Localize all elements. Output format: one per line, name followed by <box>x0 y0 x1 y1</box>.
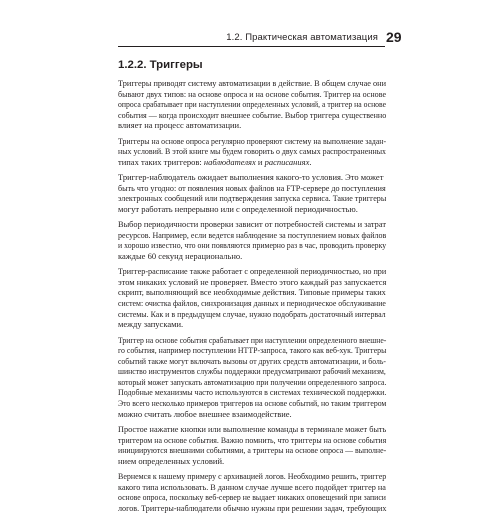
text-line: каждые 60 секунд нерационально. <box>118 250 243 261</box>
text-line: нием определенных условий. <box>118 455 225 466</box>
text-line: систем: очистка файлов, синхронизация данных и периодическое обслуживание <box>118 298 386 309</box>
text-line: Триггеры приводят систему автоматизации в действие. В общем случае они <box>118 78 387 88</box>
text-line: Вернемся к нашему примеру с архивацией логов. Необходимо решить, триггер <box>118 471 387 481</box>
text-line: скрипт, выполняющий все необходимые действия. Типовые примеры таких <box>118 287 386 298</box>
text-line: триггером на основе события. Важно помнить, что триггеры на основе события <box>118 434 387 445</box>
text-line: какого типа использовать. В данном случае лучше всего подойдет триггер на <box>118 481 386 492</box>
section-heading: 1.2.2. Триггеры <box>118 59 203 71</box>
text-line: инициируются внешними событиями, а триггеры на основе опроса — выполне- <box>118 445 387 456</box>
text-line: влияет на процесс автоматизации. <box>118 120 242 131</box>
text-line: Триггер-расписание также работает с определенной периодичностью, но при <box>118 266 387 277</box>
text-line: этом никаких условий не проверяет. Вместо этого каждый раз запускается <box>118 276 387 287</box>
text-line: опроса срабатывает при наступлении определенных условий, а триггер на основе <box>118 99 387 110</box>
text-line: го события, например поступлении HTTP-запроса, такого как веб-хук. Триггеры <box>118 345 387 356</box>
text-line: Выбор периодичности проверки зависит от потребностей системы и затрат <box>118 219 386 230</box>
text-line: основе опроса, поскольку веб-сервер не выдает никаких оповещений при записи <box>118 492 386 503</box>
text-line: логов. Триггеры-наблюдатели обычно нужны при решении задач, требующих <box>118 502 387 513</box>
text-line: Триггер-наблюдатель ожидает выполнения какого-то условия. Это может <box>118 172 384 183</box>
paragraph <box>118 136 386 168</box>
paragraph <box>118 219 386 261</box>
text-line: Это всего несколько примеров триггеров на основе событий, но таким триггером <box>118 398 387 409</box>
paragraph <box>118 471 386 513</box>
text-line: типах таких триггеров: наблюдателях и расписаниях. <box>118 156 312 167</box>
text-line: Триггеры на основе опроса регулярно проверяют систему на выполнение задан- <box>118 135 387 146</box>
body-text <box>118 78 386 518</box>
text-line: Простое нажатие кнопки или выполнение команды в терминале может быть <box>118 423 387 434</box>
text-line: бывают двух типов: на основе опроса и на основе события. Триггер на основе <box>118 88 387 99</box>
text-line: и хорошо известно, что они появляются примерно раз в час, проводить проверку <box>118 240 387 251</box>
text-line: между запусками. <box>118 319 184 330</box>
text-line: системы. Как и в предыдущем случае, нужно подобрать достаточный интервал <box>118 308 386 319</box>
paragraph <box>118 78 386 131</box>
text-line: быть что угодно: от появления новых файлов на FTP-сервере до поступления <box>118 182 386 193</box>
text-line: события — когда происходит внешнее событие. Выбор триггера существенно <box>118 109 387 120</box>
paragraph <box>118 424 386 466</box>
text-line: который может запускать автоматизацию при получении определенного запроса. <box>118 376 387 387</box>
text-line: можно считать любое внешнее взаимодействие. <box>118 408 292 419</box>
text-line: ных условий. В этой книге мы будем говорить о двух самых распространенных <box>118 146 386 157</box>
paragraph <box>118 266 386 330</box>
header-rule <box>118 46 385 47</box>
text-line: ресурсов. Например, если ведется наблюдение за поступлением новых файлов <box>118 229 387 240</box>
running-header-title: 1.2. Практическая автоматизация <box>226 32 378 43</box>
text-line: шинство инструментов службы поддержки предусматривают рабочий механизм, <box>118 366 386 377</box>
paragraph <box>118 335 386 420</box>
text-line: могут работать непрерывно или с определенной периодичностью. <box>118 203 358 214</box>
text-line: Триггер на основе события срабатывает при наступлении определенного внешне- <box>118 334 387 345</box>
page-number: 29 <box>386 29 402 45</box>
text-line: Подобные механизмы часто используются в системах технической поддержки. <box>118 387 387 398</box>
text-line: электронных сообщений или подтверждения запуска сервиса. Такие триггеры <box>118 193 387 204</box>
text-line: событий также могут включать вызовы от других средств автоматизации, и боль- <box>118 355 386 366</box>
paragraph <box>118 172 386 214</box>
